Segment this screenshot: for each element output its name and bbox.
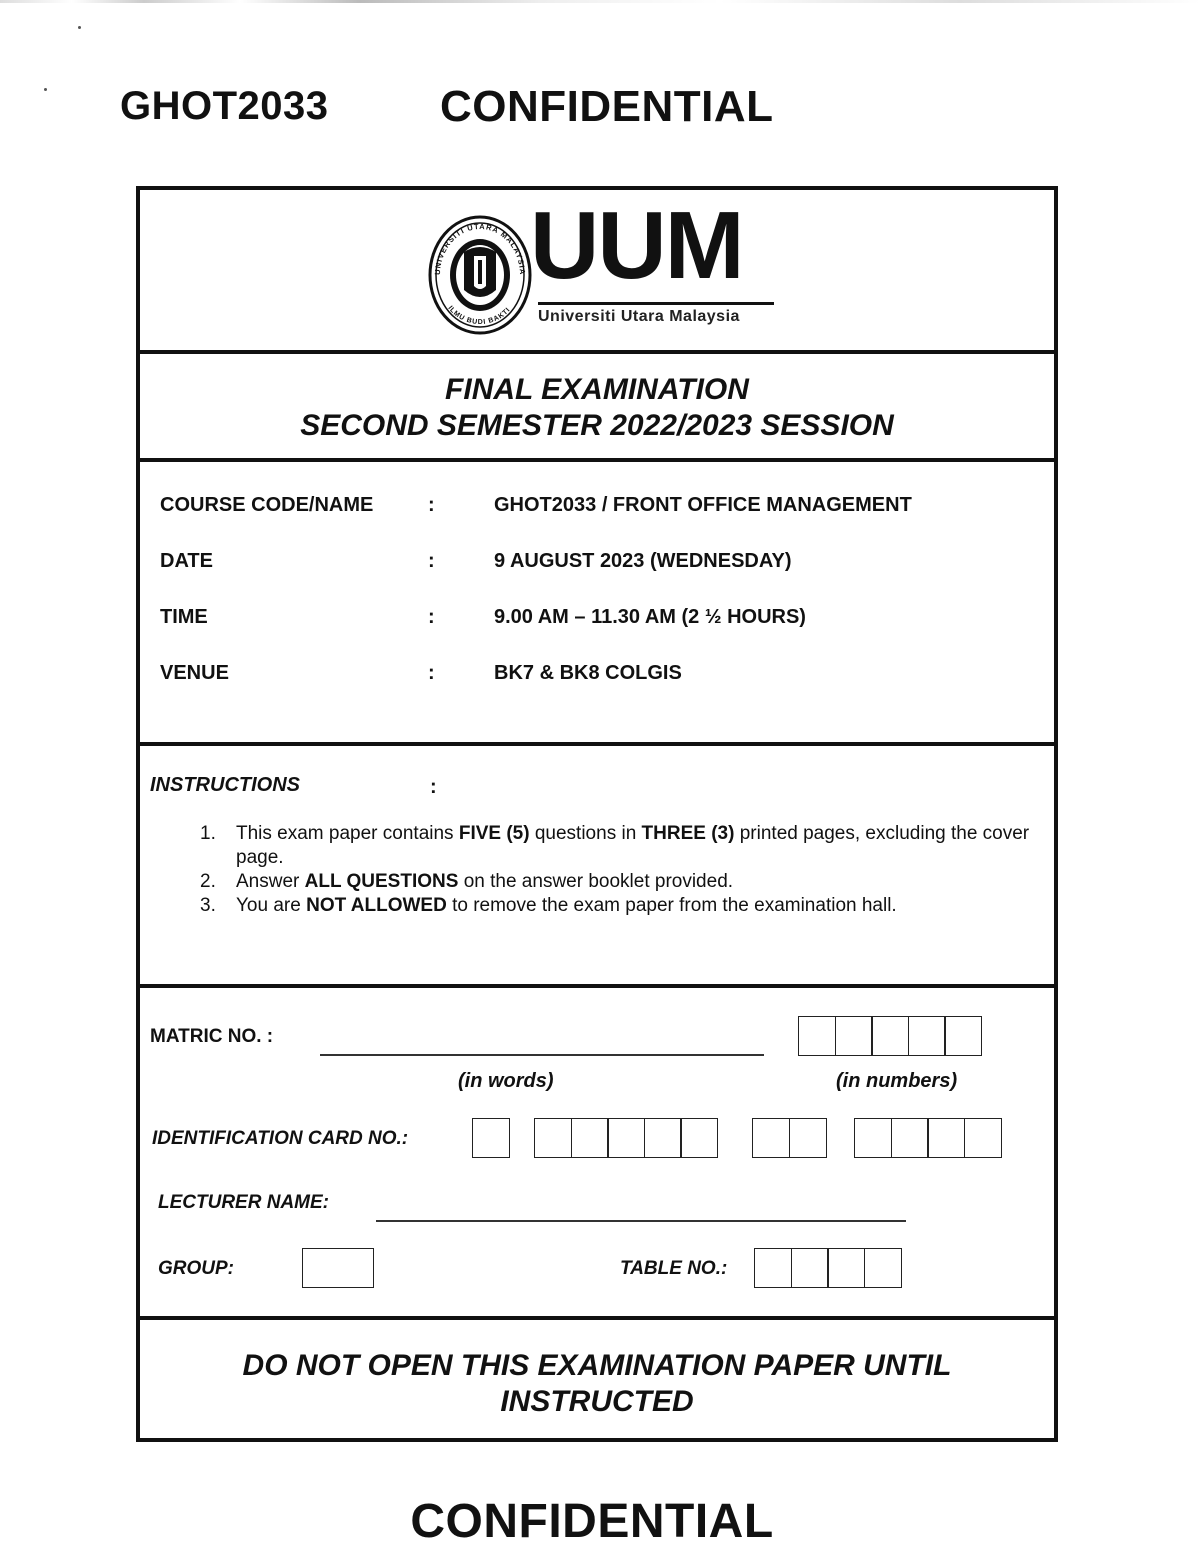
uum-seal-icon bbox=[426, 212, 534, 338]
divider bbox=[140, 984, 1054, 988]
cover-frame bbox=[136, 186, 1058, 1442]
ic-boxes-group1[interactable] bbox=[472, 1118, 510, 1158]
seal-text-bottom: ILMU BUDI BAKTI bbox=[446, 304, 513, 327]
instruction-emphasis: NOT ALLOWED bbox=[306, 895, 447, 916]
confidential-header: CONFIDENTIAL bbox=[440, 82, 774, 131]
detail-colon: : bbox=[428, 550, 435, 572]
lecturer-line[interactable] bbox=[376, 1220, 906, 1222]
ic-boxes-group3[interactable] bbox=[752, 1118, 827, 1158]
detail-colon: : bbox=[428, 662, 435, 684]
lecturer-label: LECTURER NAME: bbox=[158, 1192, 329, 1213]
instruction-text: You are bbox=[236, 895, 307, 916]
do-not-open-warning bbox=[140, 1348, 1054, 1420]
instruction-emphasis: THREE (3) bbox=[641, 823, 735, 844]
matric-label: MATRIC NO. : bbox=[150, 1026, 274, 1047]
matric-words-line[interactable] bbox=[320, 1054, 764, 1056]
warning-line2: INSTRUCTED bbox=[500, 1385, 694, 1418]
instruction-text: This exam paper contains bbox=[236, 823, 459, 844]
table-number-boxes[interactable] bbox=[754, 1248, 902, 1288]
detail-value: 9.00 AM – 11.30 AM (2 ½ HOURS) bbox=[494, 606, 806, 628]
ic-boxes-group2[interactable] bbox=[534, 1118, 718, 1158]
wordmark-rule bbox=[538, 302, 774, 305]
matric-number-boxes[interactable] bbox=[798, 1016, 982, 1056]
detail-value: 9 AUGUST 2023 (WEDNESDAY) bbox=[494, 550, 792, 572]
instruction-emphasis: ALL QUESTIONS bbox=[304, 871, 459, 892]
scan-speck bbox=[78, 26, 81, 29]
instructions-colon: : bbox=[430, 776, 437, 798]
instruction-text: questions in bbox=[529, 823, 642, 844]
instructions-list bbox=[200, 822, 1050, 918]
instruction-text: on the answer booklet provided. bbox=[458, 871, 734, 892]
table-label: TABLE NO.: bbox=[620, 1258, 728, 1279]
uum-logo bbox=[426, 192, 776, 338]
detail-colon: : bbox=[428, 494, 435, 516]
uum-wordmark: UUM bbox=[530, 192, 743, 299]
scan-speck bbox=[44, 88, 47, 91]
university-name: Universiti Utara Malaysia bbox=[538, 308, 740, 325]
instruction-text: Answer bbox=[236, 871, 305, 892]
in-words-hint: (in words) bbox=[458, 1070, 554, 1092]
instruction-item bbox=[200, 870, 1050, 894]
exam-title bbox=[140, 372, 1054, 444]
detail-colon: : bbox=[428, 606, 435, 628]
exam-title-line1: FINAL EXAMINATION bbox=[445, 373, 749, 406]
instruction-emphasis: FIVE (5) bbox=[458, 823, 530, 844]
detail-value: GHOT2033 / FRONT OFFICE MANAGEMENT bbox=[494, 494, 912, 516]
instruction-number: 1. bbox=[200, 823, 216, 844]
instruction-text: printed pages, excluding the cover page. bbox=[236, 823, 1030, 868]
instruction-item bbox=[200, 822, 1050, 870]
warning-line1: DO NOT OPEN THIS EXAMINATION PAPER UNTIL bbox=[242, 1349, 952, 1382]
instructions-heading: INSTRUCTIONS bbox=[150, 774, 300, 796]
course-code-header: GHOT2033 bbox=[120, 84, 329, 128]
group-label: GROUP: bbox=[158, 1258, 234, 1279]
exam-title-line2: SECOND SEMESTER 2022/2023 SESSION bbox=[300, 409, 894, 442]
detail-label: DATE bbox=[160, 550, 213, 572]
divider bbox=[140, 458, 1054, 462]
detail-label: COURSE CODE/NAME bbox=[160, 494, 374, 516]
confidential-footer: CONFIDENTIAL bbox=[410, 1495, 774, 1548]
logo-section bbox=[140, 190, 1054, 350]
divider bbox=[140, 1316, 1054, 1320]
detail-value: BK7 & BK8 COLGIS bbox=[494, 662, 682, 684]
group-box[interactable] bbox=[302, 1248, 374, 1288]
instruction-number: 2. bbox=[200, 871, 216, 892]
ic-label: IDENTIFICATION CARD NO.: bbox=[152, 1128, 409, 1149]
instruction-item bbox=[200, 894, 1050, 918]
in-numbers-hint: (in numbers) bbox=[836, 1070, 958, 1092]
detail-label: TIME bbox=[160, 606, 208, 628]
instruction-number: 3. bbox=[200, 895, 216, 916]
seal-text-top: UNIVERSITI UTARA MALAYSIA bbox=[432, 221, 528, 276]
instruction-text: to remove the exam paper from the examination hall. bbox=[446, 895, 897, 916]
divider bbox=[140, 350, 1054, 354]
scan-artifact-top bbox=[0, 0, 1200, 3]
divider bbox=[140, 742, 1054, 746]
detail-label: VENUE bbox=[160, 662, 229, 684]
ic-boxes-group4[interactable] bbox=[854, 1118, 1002, 1158]
